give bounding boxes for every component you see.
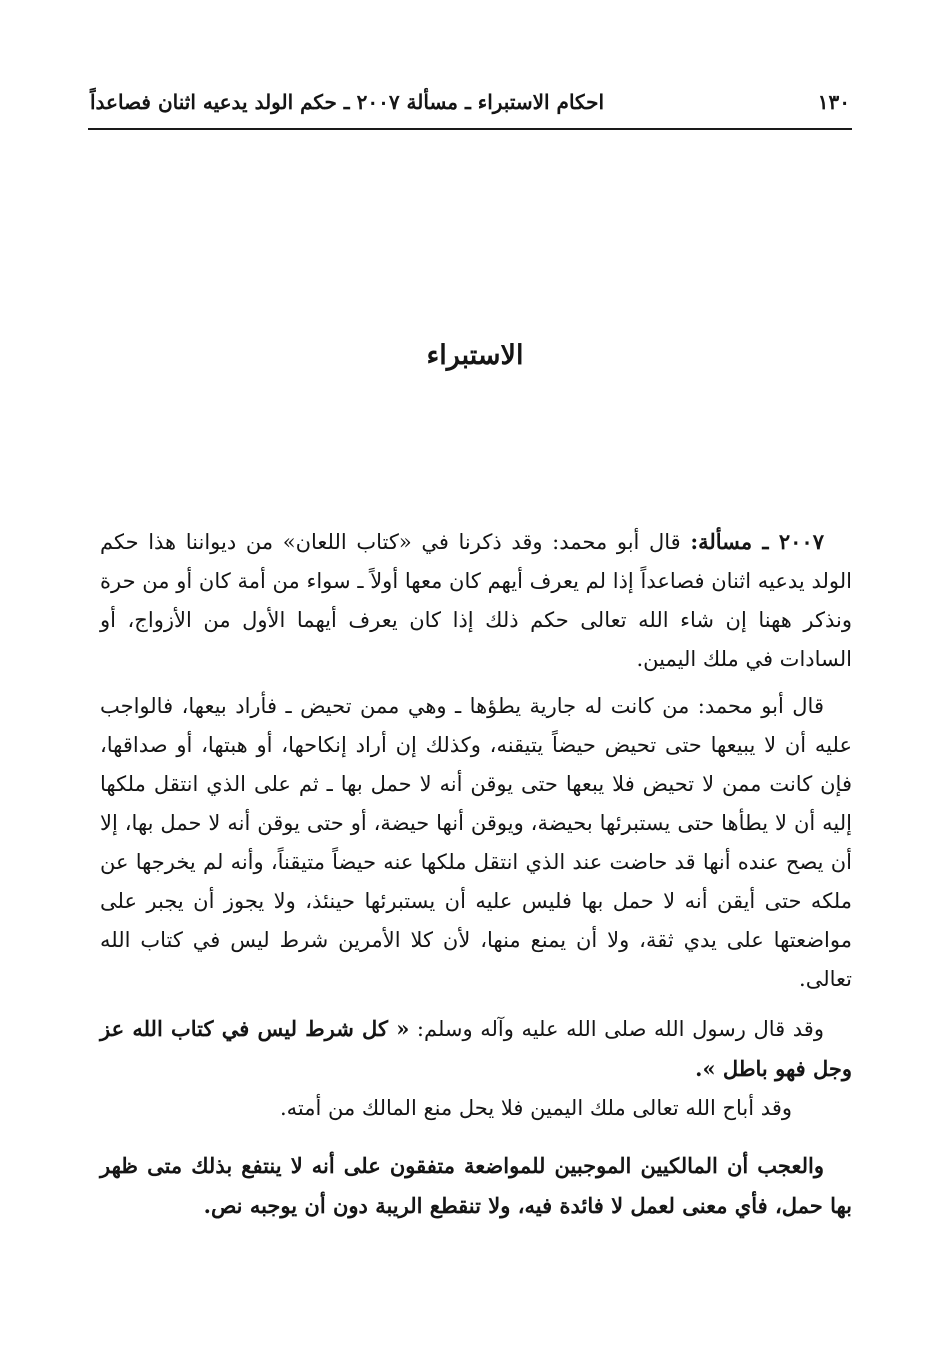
paragraph-3 <box>100 1009 852 1089</box>
header-rule <box>88 128 852 130</box>
paragraph-5 <box>100 1146 852 1226</box>
paragraph-1-text: قال أبو محمد: وقد ذكرنا في «كتاب اللعان» من ديواننا هذا حكم الولد يدعيه اثنان فصاعداً إذا لم يعرف أيهم كان معها أولاً ـ سواء من أمة كان أو من حرة ونذكر ههنا إن شاء الله تعالى حكم ذلك إذا كان يعرف أيهما الأول من الأزواج، أو السادات في ملك اليمين. <box>100 530 852 671</box>
paragraph-5-text: والعجب أن المالكيين الموجبين للمواضعة متفقون على أنه لا ينتفع بذلك متى ظهر بها حمل، فأي معنى لعمل لا فائدة فيه، ولا تنقطع الريبة دون أن يوجبه نص. <box>100 1153 852 1218</box>
hadith-intro: وقد قال رسول الله صلى الله عليه وآله وسلم: <box>416 1017 824 1041</box>
chapter-title: الاستبراء <box>426 340 524 371</box>
paragraph-4-text: وقد أباح الله تعالى ملك اليمين فلا يحل منع المالك من أمته. <box>279 1096 792 1120</box>
running-title: احكام الاستبراء ـ مسألة ٢٠٠٧ ـ حكم الولد يدعيه اثنان فصاعداً <box>90 90 604 114</box>
paragraph-2 <box>100 687 852 999</box>
page-number: ١٣٠ <box>817 90 850 114</box>
paragraph-2-text: قال أبو محمد: من كانت له جارية يطؤها ـ وهي ممن تحيض ـ فأراد بيعها، فالواجب عليه أن لا يبيعها حتى تحيض حيضاً يتيقنه، وكذلك إن أراد إنكاحها، أو هبتها، أو صداقها، فإن كانت ممن لا تحيض فلا يبعها حتى يوقن أنه لا حمل بها ـ ثم على الذي انتقل ملكها إليه أن لا يطأها حتى يستبرئها بحيضة، ويوقن أنها حيضة، أو حتى يوقن أنه لا حمل بها، إلا أن يصح عنده أنها قد حاضت عند الذي انتقل ملكها عنه حيضاً متيقناً، وأنه لم يخرجها عن ملكه حتى أيقن أنه لا حمل بها فليس عليه أن يستبرئها حينئذ، ولا يجوز أن يجبر على مواضعتها على يدي ثقة، ولا أن يمنع منها، لأن كلا الأمرين شرط ليس في كتاب الله تعالى. <box>100 694 852 991</box>
running-header <box>90 82 850 122</box>
issue-number: ٢٠٠٧ ـ مسألة: <box>690 529 824 554</box>
hadith-quote: « كل شرط ليس في كتاب الله عز وجل فهو باطل ». <box>100 1016 852 1081</box>
body-text <box>100 522 852 1226</box>
paragraph-4 <box>100 1089 852 1128</box>
paragraph-1 <box>100 522 852 679</box>
